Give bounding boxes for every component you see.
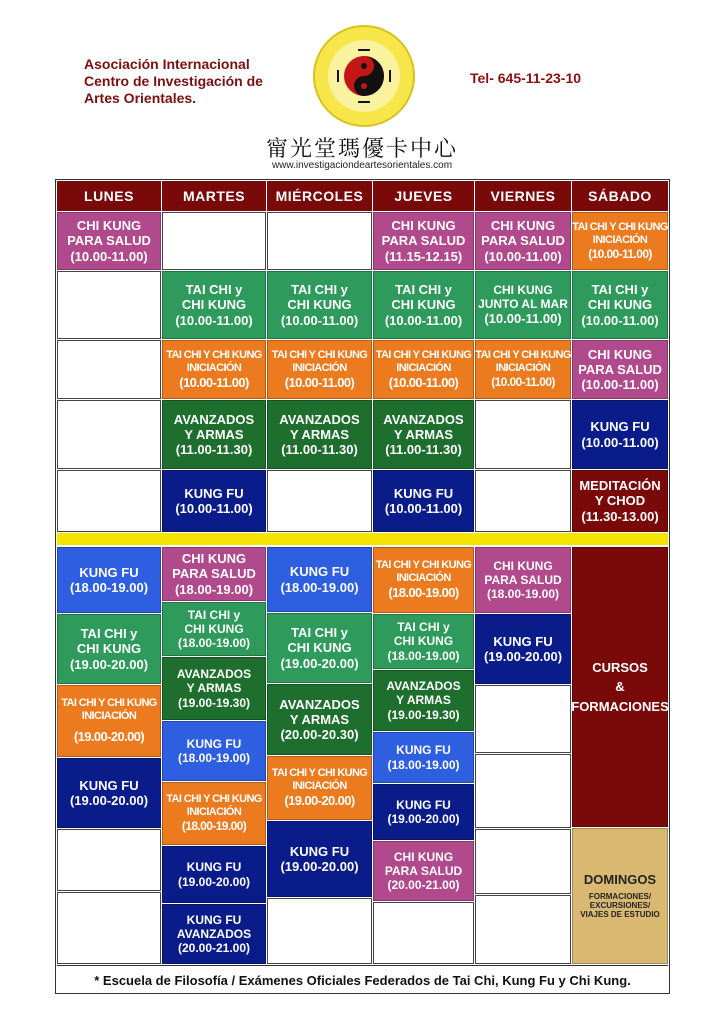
- class-jueves-kung-fu: KUNG FU (10.00-11.00): [373, 470, 474, 532]
- empty-slot: [475, 829, 571, 894]
- day-header-miercoles: MIÉRCOLES: [267, 181, 372, 211]
- class-martes-avanzados: AVANZADOS Y ARMAS (11.00-11.30): [162, 400, 266, 469]
- empty-slot: [475, 754, 571, 828]
- class-sabado-tai-chi: TAI CHI y CHI KUNG (10.00-11.00): [572, 271, 668, 339]
- class-martes-tai-chi-iniciacion: TAI CHI Y CHI KUNG INICIACIÓN (18.00-19.00): [162, 782, 266, 845]
- class-viernes-chi-kung-mar: CHI KUNG JUNTO AL MAR (10.00-11.00): [475, 271, 571, 339]
- class-sabado-chi-kung: CHI KUNG PARA SALUD (10.00-11.00): [572, 340, 668, 399]
- org-line-2: Centro de Investigación de: [84, 73, 263, 89]
- class-martes-avanzados: AVANZADOS Y ARMAS (19.00-19.30): [162, 657, 266, 720]
- class-viernes-kung-fu: KUNG FU (19.00-20.00): [475, 614, 571, 684]
- class-sabado-kung-fu: KUNG FU (10.00-11.00): [572, 400, 668, 469]
- cursos-formaciones-block: CURSOS & FORMACIONES: [572, 547, 668, 827]
- day-header-viernes: VIERNES: [475, 181, 571, 211]
- org-line-3: Artes Orientales.: [84, 90, 197, 106]
- class-martes-kung-fu: KUNG FU (10.00-11.00): [162, 470, 266, 532]
- day-header-martes: MARTES: [162, 181, 266, 211]
- empty-slot: [373, 902, 474, 964]
- organization-name: [84, 56, 304, 107]
- empty-slot: [267, 212, 372, 270]
- class-martes-kung-fu-19: KUNG FU (19.00-20.00): [162, 846, 266, 903]
- class-jueves-tai-chi-iniciacion: TAI CHI Y CHI KUNG INICIACIÓN (18.00-19.00): [373, 547, 474, 613]
- day-header-sabado: SÁBADO: [572, 181, 668, 211]
- class-martes-kung-fu-18: KUNG FU (18.00-19.00): [162, 721, 266, 781]
- website-url[interactable]: www.investigaciondeartesorientales.com: [271, 160, 453, 171]
- class-miercoles-avanzados: AVANZADOS Y ARMAS (11.00-11.30): [267, 400, 372, 469]
- empty-slot: [162, 212, 266, 270]
- class-miercoles-avanzados: AVANZADOS Y ARMAS (20.00-20.30): [267, 684, 372, 755]
- class-jueves-kung-fu-18: KUNG FU (18.00-19.00): [373, 732, 474, 783]
- class-jueves-avanzados: AVANZADOS Y ARMAS (19.00-19.30): [373, 670, 474, 731]
- day-header-jueves: JUEVES: [373, 181, 474, 211]
- empty-slot: [57, 470, 161, 532]
- footer-note: * Escuela de Filosofía / Exámenes Oficiales Federados de Tai Chi, Kung Fu y Chi Kung.: [57, 965, 668, 994]
- empty-slot: [57, 829, 161, 891]
- class-miercoles-kung-fu-19: KUNG FU (19.00-20.00): [267, 821, 372, 897]
- class-sabado-meditacion: MEDITACIÓN Y CHOD (11.30-13.00): [572, 470, 668, 532]
- class-martes-tai-chi-iniciacion: TAI CHI Y CHI KUNG INICIACIÓN (10.00-11.00): [162, 340, 266, 399]
- class-jueves-kung-fu-19: KUNG FU (19.00-20.00): [373, 784, 474, 840]
- empty-slot: [475, 895, 571, 964]
- empty-slot: [57, 400, 161, 469]
- class-lunes-chi-kung: CHI KUNG PARA SALUD (10.00-11.00): [57, 212, 161, 270]
- class-miercoles-tai-chi-iniciacion: TAI CHI Y CHI KUNG INICIACIÓN (10.00-11.00): [267, 340, 372, 399]
- class-martes-tai-chi: TAI CHI y CHI KUNG (10.00-11.00): [162, 271, 266, 339]
- empty-slot: [57, 271, 161, 339]
- class-lunes-tai-chi: TAI CHI y CHI KUNG (19.00-20.00): [57, 614, 161, 684]
- class-lunes-kung-fu-18: KUNG FU (18.00-19.00): [57, 547, 161, 613]
- class-jueves-tai-chi: TAI CHI y CHI KUNG (10.00-11.00): [373, 271, 474, 339]
- chinese-name: 甯光堂瑪優卡中心: [265, 137, 458, 162]
- empty-slot: [475, 685, 571, 753]
- empty-slot: [57, 892, 161, 964]
- class-jueves-chi-kung: CHI KUNG PARA SALUD (20.00-21.00): [373, 841, 474, 901]
- org-line-1: Asociación Internacional: [84, 56, 250, 72]
- class-miercoles-tai-chi: TAI CHI y CHI KUNG (10.00-11.00): [267, 271, 372, 339]
- yin-yang-logo: [312, 24, 416, 128]
- empty-slot: [267, 470, 372, 532]
- empty-slot: [57, 340, 161, 399]
- class-sabado-tai-chi-iniciacion: TAI CHI Y CHI KUNG INICIACIÓN (10.00-11.00): [572, 212, 668, 270]
- class-miercoles-tai-chi-iniciacion: TAI CHI Y CHI KUNG INICIACIÓN (19.00-20.00): [267, 756, 372, 820]
- phone-number: Tel- 645-11-23-10: [470, 70, 582, 86]
- class-lunes-kung-fu-19: KUNG FU (19.00-20.00): [57, 758, 161, 828]
- empty-slot: [267, 898, 372, 964]
- class-jueves-tai-chi-iniciacion: TAI CHI Y CHI KUNG INICIACIÓN (10.00-11.00): [373, 340, 474, 399]
- class-viernes-chi-kung: CHI KUNG PARA SALUD (10.00-11.00): [475, 212, 571, 270]
- domingos-block: DOMINGOS FORMACIONES/ EXCURSIONES/ VIAJES DE ESTUDIO: [572, 828, 668, 964]
- class-jueves-tai-chi: TAI CHI y CHI KUNG (18.00-19.00): [373, 614, 474, 669]
- empty-slot: [475, 470, 571, 532]
- class-jueves-chi-kung: CHI KUNG PARA SALUD (11.15-12.15): [373, 212, 474, 270]
- class-martes-chi-kung: CHI KUNG PARA SALUD (18.00-19.00): [162, 547, 266, 601]
- class-martes-kung-fu-avanzados: KUNG FU AVANZADOS (20.00-21.00): [162, 904, 266, 964]
- empty-slot: [475, 400, 571, 469]
- class-miercoles-kung-fu-18: KUNG FU (18.00-19.00): [267, 547, 372, 612]
- day-header-lunes: LUNES: [57, 181, 161, 211]
- class-martes-tai-chi: TAI CHI y CHI KUNG (18.00-19.00): [162, 602, 266, 656]
- morning-evening-divider: [57, 533, 668, 545]
- class-lunes-tai-chi-iniciacion: TAI CHI Y CHI KUNG INICIACIÓN (19.00-20.00): [57, 685, 161, 757]
- class-viernes-chi-kung: CHI KUNG PARA SALUD (18.00-19.00): [475, 547, 571, 613]
- class-viernes-tai-chi-iniciacion: TAI CHI Y CHI KUNG INICIACIÓN (10.00-11.00): [475, 340, 571, 399]
- class-jueves-avanzados: AVANZADOS Y ARMAS (11.00-11.30): [373, 400, 474, 469]
- class-miercoles-tai-chi: TAI CHI y CHI KUNG (19.00-20.00): [267, 613, 372, 683]
